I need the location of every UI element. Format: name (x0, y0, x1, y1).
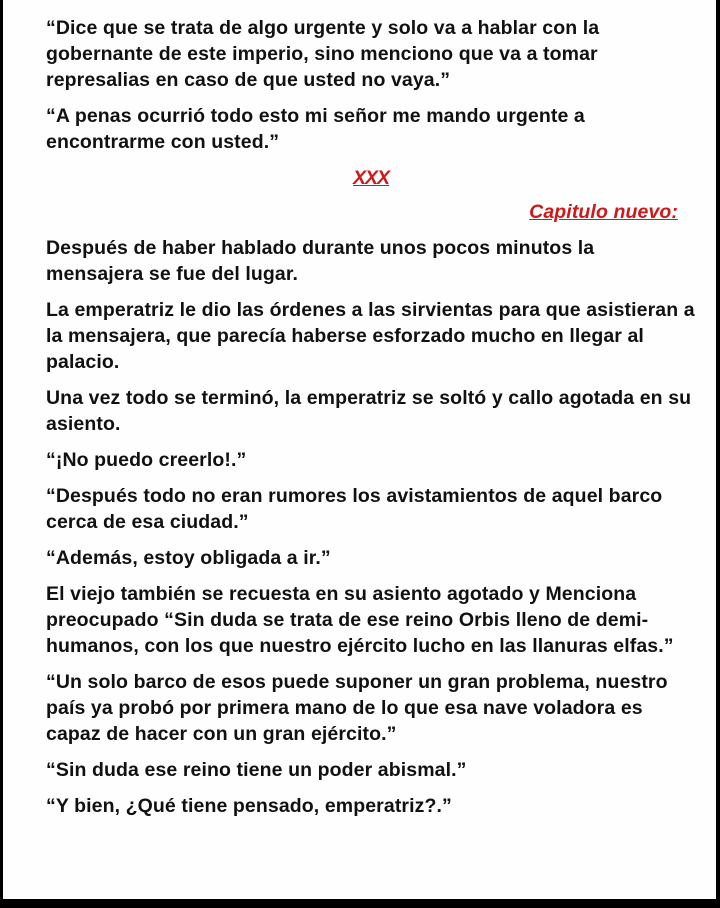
paragraph: Después de haber hablado durante unos pocos minutos la mensajera se fue del lugar. (46, 237, 595, 285)
section-separator (46, 165, 696, 191)
paragraph: La emperatriz le dio las órdenes a las sirvientas para que asistieran a la mensajera, que parecía haberse esforzado mucho en llegar al palacio. (46, 299, 695, 373)
document-page (3, 0, 716, 899)
chapter-heading-text: Capitulo nuevo: (529, 201, 678, 223)
chapter-heading (46, 199, 696, 225)
paragraph: El viejo también se recuesta en su asiento agotado y Menciona preocupado “Sin duda se trata de ese reino Orbis lleno de demi-humanos, con los que nuestro ejército lucho en las llanuras elfas.” (46, 583, 674, 657)
paragraph: Una vez todo se terminó, la emperatriz se soltó y callo agotada en su asiento. (46, 387, 692, 435)
paragraph: “Sin duda ese reino tiene un poder abismal.” (46, 759, 467, 781)
document-body (46, 15, 696, 829)
paragraph: “Después todo no eran rumores los avistamientos de aquel barco cerca de esa ciudad.” (46, 485, 663, 533)
paragraph: “¡No puedo creerlo!.” (46, 449, 247, 471)
separator-text: XXX (352, 167, 390, 189)
paragraph: “Dice que se trata de algo urgente y solo va a hablar con la gobernante de este imperio, sino menciono que va a tomar represalias en caso de que usted no vaya.” (46, 17, 600, 91)
paragraph: “Y bien, ¿Qué tiene pensado, emperatriz?.” (46, 795, 452, 817)
paragraph: “A penas ocurrió todo esto mi señor me mando urgente a encontrarme con usted.” (46, 105, 585, 153)
paragraph: “Además, estoy obligada a ir.” (46, 547, 331, 569)
paragraph: “Un solo barco de esos puede suponer un gran problema, nuestro país ya probó por primera mano de lo que esa nave voladora es capaz de hacer con un gran ejército.” (46, 671, 668, 745)
